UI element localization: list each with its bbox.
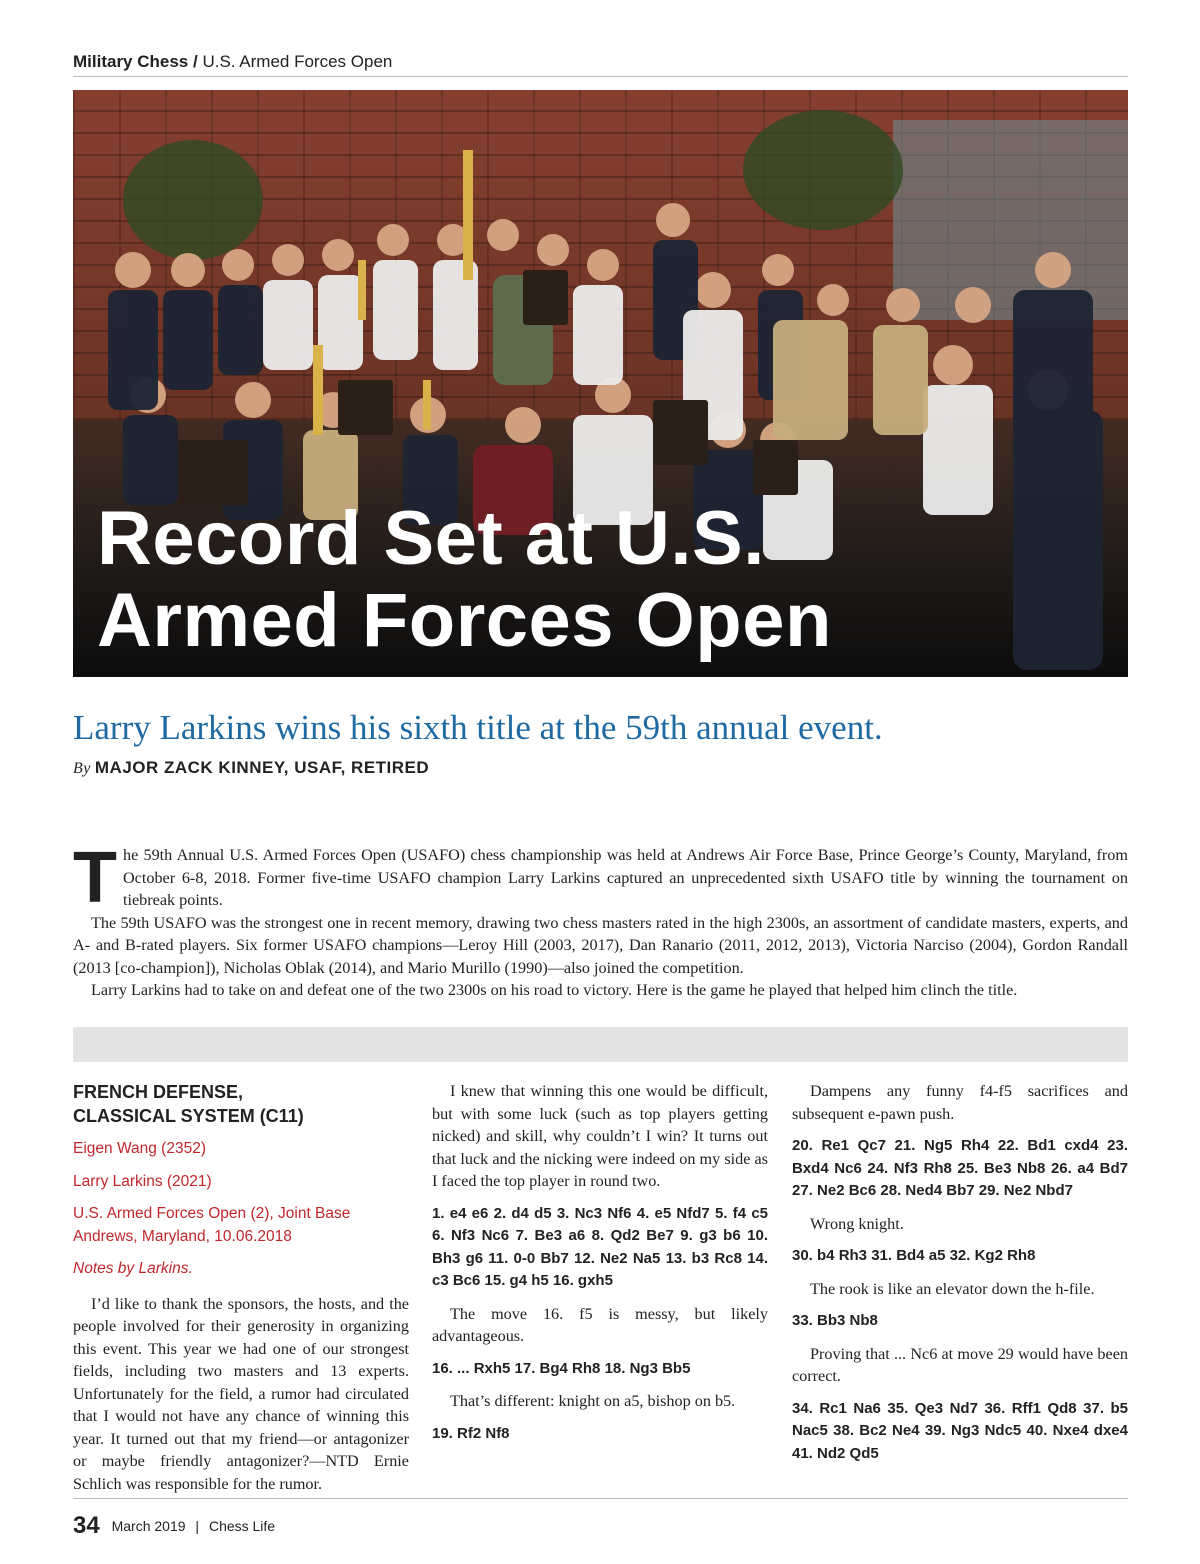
headline-line-1: Record Set at U.S. (97, 496, 765, 581)
white-player: Eigen Wang (2352) (73, 1140, 206, 1157)
page-number: 34 (73, 1512, 100, 1539)
column-2 (432, 1080, 768, 1455)
intro-paragraph-1: The 59th Annual U.S. Armed Forces Open (USAFO) chess championship was held at Andrews Air Force Base, Prince George’s County, Maryland, from October 6-8, 2018. Former five-time USAFO champion Larry Larkins captured an unprecedented sixth USAFO title by winning the tournament on tiebreak points. (73, 838, 1128, 918)
running-header (73, 52, 1128, 72)
subsection-label: U.S. Armed Forces Open (202, 52, 393, 71)
section-label: Military Chess / (73, 52, 198, 71)
page-footer (73, 1512, 275, 1540)
moves-20-29: 20. Re1 Qc7 21. Ng5 Rh4 22. Bd1 cxd4 23. Bxd4 Nc6 24. Nf3 Rh8 25. Be3 Nb8 26. a4 Bd7 27. Ne2 Bc6 28. Ned4 Bb7 29. Ne2 Nbd7 (792, 1137, 1128, 1199)
column-2-paragraph-3: That’s different: knight on a5, bishop on b5. (450, 1392, 736, 1410)
hero-photo (73, 90, 1128, 677)
moves-19: 19. Rf2 Nf8 (432, 1424, 510, 1442)
article-deck: Larry Larkins wins his sixth title at the 59th annual event. (73, 708, 883, 747)
column-1 (73, 1080, 409, 1505)
moves-16-18: 16. ... Rxh5 17. Bg4 Rh8 18. Ng3 Bb5 (432, 1359, 691, 1377)
header-divider (73, 76, 1128, 77)
byline (73, 758, 429, 778)
section-divider-bar (73, 1027, 1128, 1062)
drop-cap: T (73, 838, 117, 918)
intro-paragraph-2: The 59th USAFO was the strongest one in recent memory, drawing two chess masters rated in the high 2300s, an assortment of candidate masters, experts, and A- and B-rated players. Six former USAFO champions—Leroy Hill (2003, 2017), Dan Ranario (2011, 2012, 2013), Victoria Narciso (2004), Gordon Randall (2013 [co-champion]), Nicholas Oblak (2014), and Mario Murillo (1990)—also joined the competition. (73, 913, 1128, 977)
black-player: Larry Larkins (2021) (73, 1172, 212, 1190)
moves-1-16: 1. e4 e6 2. d4 d5 3. Nc3 Nf6 4. e5 Nfd7 5. f4 c5 6. Nf3 Nc6 7. Be3 a6 8. Qd2 Be7 9. g3 b6 10. Bh3 g6 11. 0-0 Bb7 12. Ne2 Na5 13. b3 Rc8 14. c3 Bc6 15. g4 h5 16. gxh5 (432, 1204, 768, 1289)
column-1-paragraph: I’d like to thank the sponsors, the hosts, and the people involved for their generosity in organizing this event. This year we had one of our strongest fields, including two masters and 13 experts. Unfortunately for the field, a rumor had circulated that I would not have any chance of winning this year. It turned out that my friend—or antagonizer or maybe friendly antagonizer?—NTD Ernie Schlich was responsible for the rumor. (73, 1294, 409, 1493)
byline-author: MAJOR ZACK KINNEY, USAF, RETIRED (94, 758, 430, 777)
opening-title: FRENCH DEFENSE, CLASSICAL SYSTEM (C11) (73, 1082, 304, 1126)
column-3-paragraph-4: Proving that ... Nc6 at move 29 would have been correct. (792, 1344, 1128, 1385)
column-2-paragraph-2: The move 16. f5 is messy, but likely advantageous. (432, 1304, 768, 1345)
moves-33: 33. Bb3 Nb8 (792, 1312, 878, 1329)
game-event: U.S. Armed Forces Open (2), Joint Base Andrews, Maryland, 10.06.2018 (73, 1205, 351, 1245)
column-3-paragraph-3: The rook is like an elevator down the h-file. (810, 1279, 1095, 1298)
column-3-paragraph-1: Dampens any funny f4-f5 sacrifices and subsequent e-pawn push. (792, 1082, 1128, 1123)
magazine-name: Chess Life (208, 1518, 276, 1534)
column-2-paragraph-1: I knew that winning this one would be difficult, but with some luck (such as top players getting nicked) and skill, why couldn’t I win? It turns out that luck and the nicking were indeed on my side as I faced the top player in round two. (432, 1082, 768, 1190)
moves-30-32: 30. b4 Rh3 31. Bd4 a5 32. Kg2 Rh8 (792, 1247, 1036, 1264)
issue-date: March 2019 (111, 1518, 186, 1534)
column-3-paragraph-2: Wrong knight. (810, 1214, 904, 1233)
footer-separator: | (195, 1518, 200, 1534)
game-notes-credit: Notes by Larkins. (73, 1260, 193, 1277)
headline-line-2: Armed Forces Open (97, 578, 832, 663)
intro-text (73, 838, 1128, 1002)
intro-paragraph-3: Larry Larkins had to take on and defeat one of the two 2300s on his road to victory. Here is the game he played that helped him clinch the title. (91, 981, 1018, 999)
byline-by: By (73, 760, 91, 777)
column-3 (792, 1080, 1128, 1475)
article-headline (97, 498, 1097, 662)
moves-34-41: 34. Rc1 Na6 35. Qe3 Nd7 36. Rff1 Qd8 37. b5 Nac5 38. Bc2 Ne4 39. Ng3 Ndc5 40. Nxe4 dxe4 41. Nd2 Qd5 (792, 1399, 1128, 1462)
footer-divider (73, 1498, 1128, 1499)
